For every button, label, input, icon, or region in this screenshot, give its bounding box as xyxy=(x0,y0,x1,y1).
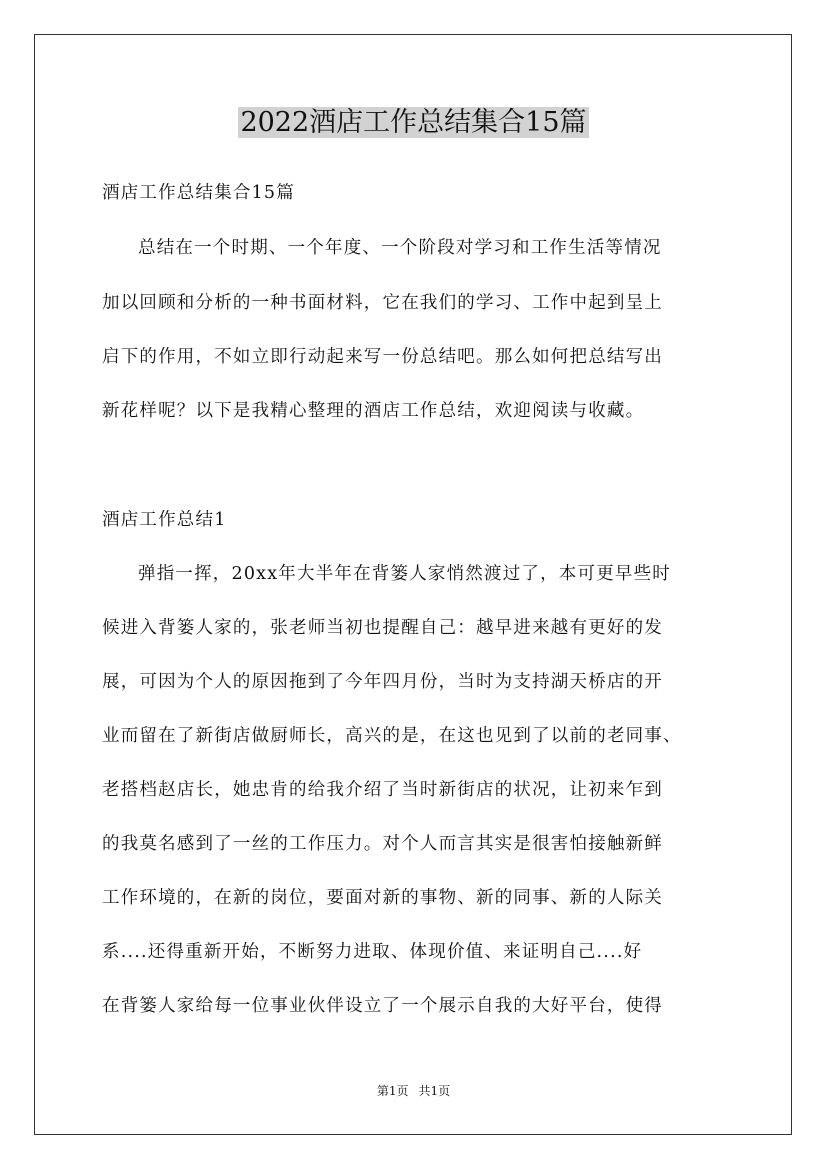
section-line-5: 老搭档赵店长，她忠肯的给我介绍了当时新街店的状况，让初来乍到 xyxy=(102,780,663,800)
section-line-8: 系....还得重新开始，不断努力进取、体现价值、来证明自己....好 xyxy=(102,942,643,962)
intro-line-3: 启下的作用，不如立即行动起来写一份总结吧。那么如何把总结写出 xyxy=(102,347,663,367)
page-number: 第1页 xyxy=(376,1084,409,1098)
document-title xyxy=(0,100,827,146)
page-total: 共1页 xyxy=(418,1084,451,1098)
section-line-3: 展，可因为个人的原因拖到了今年四月份，当时为支持湖天桥店的开 xyxy=(102,672,663,692)
document-subtitle: 酒店工作总结集合15篇 xyxy=(102,183,295,203)
section-line-4: 业而留在了新街店做厨师长，高兴的是，在这也见到了以前的老同事、 xyxy=(102,726,682,746)
section-heading: 酒店工作总结1 xyxy=(102,510,227,530)
intro-line-4: 新花样呢？以下是我精心整理的酒店工作总结，欢迎阅读与收藏。 xyxy=(102,401,645,421)
intro-line-2: 加以回顾和分析的一种书面材料，它在我们的学习、工作中起到呈上 xyxy=(102,293,663,313)
section-line-2: 候进入背篓人家的，张老师当初也提醒自己：越早进来越有更好的发 xyxy=(102,618,663,638)
section-line-9: 在背篓人家给每一位事业伙伴设立了一个展示自我的大好平台，使得 xyxy=(102,996,663,1016)
page-footer xyxy=(0,1082,827,1100)
document-title-text: 2022酒店工作总结集合15篇 xyxy=(240,107,587,138)
section-line-6: 的我莫名感到了一丝的工作压力。对个人而言其实是很害怕接触新鲜 xyxy=(102,834,663,854)
section-line-7: 工作环境的，在新的岗位，要面对新的事物、新的同事、新的人际关 xyxy=(102,888,663,908)
intro-line-1: 总结在一个时期、一个年度、一个阶段对学习和工作生活等情况 xyxy=(138,238,662,258)
section-line-1: 弹指一挥，20xx年大半年在背篓人家悄然渡过了，本可更早些时 xyxy=(138,564,672,584)
